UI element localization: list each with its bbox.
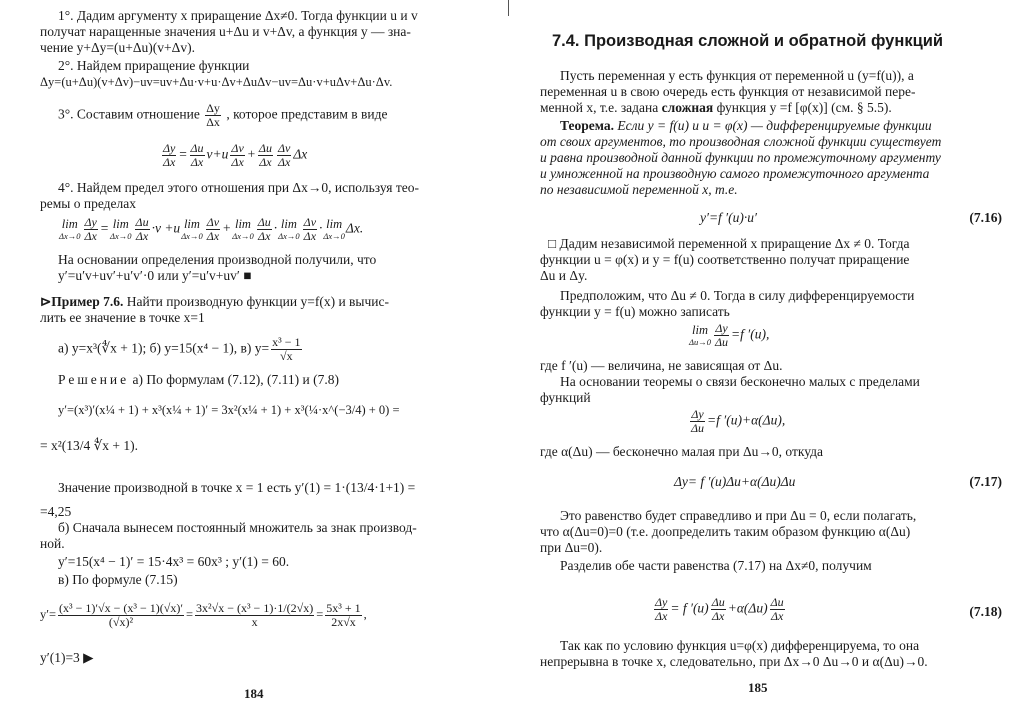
lim2-sub: Δx→0 <box>110 230 132 241</box>
alpha-frac <box>690 408 705 435</box>
divide-line: Разделив обе части равенства (7.17) на Δx≠0, получим <box>560 558 872 573</box>
basis-line2: функций <box>540 390 591 405</box>
example-line2: лить ее значение в точке x=1 <box>40 310 205 325</box>
intro3-post: функция y =f [φ(x)] (см. § 5.5). <box>713 100 892 115</box>
c-frac2 <box>195 602 314 629</box>
lf-num4: Δu <box>257 215 271 229</box>
lf-den1: Δx <box>84 229 97 243</box>
part-b-line2: ной. <box>40 536 65 551</box>
assume-line2: функции y = f(u) можно записать <box>540 304 730 319</box>
lf-vu: ·v +u <box>151 220 181 236</box>
e718-frac1 <box>654 596 668 623</box>
c-den3: 2x√x <box>331 615 356 629</box>
intro-line3 <box>540 100 892 116</box>
lf-last: Δx. <box>345 220 364 236</box>
p4-line3: На основании определения производной получили, что <box>58 252 377 267</box>
part-c-formula: y′= $\frac{\text{(x³ − 1)′√x − (x³ − 1)(√x)′}}{\text{(√x)²}}$ = $\frac{\text{3x²√x − (x³ − 1)·1/(2√x)}}{x}$ = $\frac{\text{5x³ + 1}}{2x√x}$ , <box>40 601 367 629</box>
lf-frac1 <box>84 216 98 243</box>
valid-line2: что α(Δu=0)=0 (т.е. доопределить таким образом функцию α(Δu) <box>540 524 911 539</box>
lim4-sub: Δx→0 <box>232 230 254 241</box>
theorem-line2: от своих аргументов, то производная сложной функции существует <box>540 134 942 149</box>
ef-plus: + <box>246 146 256 162</box>
lim6 <box>323 218 345 242</box>
ratio-frac <box>205 102 221 129</box>
cont-line2: непрерывна в точке x, следовательно, при Δx→0 Δu→0 и α(Δu)→0. <box>540 654 928 669</box>
lim5-sub: Δx→0 <box>278 230 300 241</box>
ef-frac1 <box>162 142 176 169</box>
task-c-num: x³ − 1 <box>272 335 301 349</box>
proof-line3: Δu и Δy. <box>540 268 588 283</box>
tasks-text: а) y=x³(∜x + 1); б) y=15(x⁴ − 1), в) y= <box>58 340 270 356</box>
lim5-word: lim <box>280 216 297 231</box>
ef-den5: Δx <box>277 155 291 169</box>
theorem-line4: и умноженной на производную самого промежуточного аргумента <box>540 166 930 181</box>
theorem-line1 <box>560 118 932 134</box>
e718-num3: Δu <box>770 595 784 609</box>
c-pre: y′= <box>40 607 57 622</box>
e718-den2: Δx <box>712 609 725 623</box>
alpha-rhs: =f ′(u)+α(Δu), <box>707 412 786 428</box>
ratio-num: Δy <box>206 101 220 115</box>
eq-718 <box>652 596 787 623</box>
proof-line2: функции u = φ(x) и y = f(u) соответственно получат приращение <box>540 252 910 267</box>
value-a: Значение производной в точке x = 1 есть y′(1) = 1·(13/4·1+1) = <box>58 480 416 495</box>
intro3-bold: сложная <box>661 100 714 115</box>
right-page-number: 185 <box>748 680 768 695</box>
example-tasks <box>58 336 304 363</box>
alpha-num: Δy <box>691 407 704 421</box>
lf-frac4 <box>257 216 272 243</box>
ef-num5: Δv <box>277 141 291 155</box>
c-den2: x <box>251 615 258 629</box>
lim-du <box>689 324 711 348</box>
p1-line3: чение y+Δy=(u+Δu)(v+Δv). <box>40 40 195 55</box>
lim4 <box>232 218 254 242</box>
intro3-pre: менной x, т.е. задана <box>540 100 662 115</box>
task-c-den: √x <box>280 349 293 363</box>
p2-line1: 2°. Найдем приращение функции <box>58 58 250 73</box>
c-den1: (√x)² <box>108 615 134 629</box>
lf-num5: Δv <box>303 215 317 229</box>
lf-frac3 <box>206 216 220 243</box>
e718-den3: Δx <box>770 609 784 623</box>
ef-den2: Δx <box>190 155 204 169</box>
alpha-where: где α(Δu) — бесконечно малая при Δu→0, откуда <box>540 444 823 459</box>
e718-plus: +α(Δu) <box>727 600 768 616</box>
solution-word: Решение <box>58 372 130 387</box>
alpha-formula <box>688 408 785 435</box>
lf-eq: = <box>99 220 110 236</box>
lf-dot1: · <box>273 220 278 236</box>
lf-num3: Δv <box>206 215 220 229</box>
e718-num1: Δy <box>655 595 668 609</box>
e718-mid: = f ′(u) <box>670 600 709 616</box>
lf-den3: Δx <box>206 229 220 243</box>
ef-frac4 <box>258 142 273 169</box>
lf-plus: + <box>222 220 232 236</box>
lf-frac5 <box>303 216 317 243</box>
lf-den5: Δx <box>303 229 317 243</box>
lim3-word: lim <box>183 216 200 231</box>
task-c-frac <box>271 336 301 363</box>
theorem-line5: по независимой переменной x, т.е. <box>540 182 738 197</box>
lim2-word: lim <box>112 216 129 231</box>
lim2 <box>110 218 132 242</box>
ef-den4: Δx <box>259 155 272 169</box>
part-b-eq: y′=15(x⁴ − 1)′ = 15·4x³ = 60x³ ; y′(1) = 60. <box>58 554 290 569</box>
ef-num3: Δv <box>231 141 244 155</box>
c-num2: 3x²√x − (x³ − 1)·1/(2√x) <box>196 601 314 615</box>
alpha-den: Δu <box>691 421 705 435</box>
part-c-end: y′(1)=3 ▶ <box>40 650 94 665</box>
p4-line4: y′=u′v+uv′+u′v′·0 или y′=u′v+uv′ ■ <box>58 268 252 283</box>
eq-716-number: (7.16) <box>969 210 1002 225</box>
lim3 <box>181 218 203 242</box>
lim1-sub: Δx→0 <box>59 230 81 241</box>
p3-post: , которое представим в виде <box>226 106 388 122</box>
p3-pre: 3°. Составим отношение <box>58 106 200 122</box>
lim6-sub: Δx→0 <box>323 230 345 241</box>
ldu-frac <box>714 322 729 349</box>
solution-eq2: = x²(13/4 ∜x + 1). <box>40 438 138 453</box>
theorem-word: Теорема. <box>560 118 614 133</box>
part-b-line1: б) Сначала вынесем постоянный множитель за знак производ- <box>58 520 417 535</box>
lim-du-sub: Δu→0 <box>689 336 711 347</box>
e718-frac2 <box>711 596 726 623</box>
lim4-word: lim <box>234 216 251 231</box>
ef-dx: Δx <box>293 146 308 162</box>
limit-formula <box>58 216 363 243</box>
c-num1: (x³ − 1)′√x − (x³ − 1)(√x)′ <box>59 601 183 615</box>
e718-den1: Δx <box>655 609 668 623</box>
ef-den3: Δx <box>231 155 244 169</box>
p4-line2: ремы о пределах <box>40 196 136 211</box>
valid-line1: Это равенство будет справедливо и при Δu = 0, если полагать, <box>560 508 917 523</box>
assume-line1: Предположим, что Δu ≠ 0. Тогда в силу дифференцируемости <box>560 288 915 303</box>
lim5 <box>278 218 300 242</box>
intro-line1: Пусть переменная y есть функция от переменной u (y=f(u)), а <box>560 68 914 83</box>
lim1 <box>59 218 81 242</box>
ef-frac5 <box>277 142 291 169</box>
lf-frac2 <box>135 216 150 243</box>
where-line: где f ′(u) — величина, не зависящая от Δu. <box>540 358 783 373</box>
ef-num1: Δy <box>163 141 176 155</box>
lim3-sub: Δx→0 <box>181 230 203 241</box>
example-title: ⊳Пример 7.6. <box>40 294 124 309</box>
ef-num4: Δu <box>258 141 272 155</box>
eq-718-number: (7.18) <box>969 604 1002 619</box>
eq-716: y′=f ′(u)·u′ <box>700 210 757 225</box>
theorem-text1: Если y = f(u) и u = φ(x) — дифференцируемые функции <box>613 118 932 133</box>
solution-header <box>58 372 339 388</box>
intro-line2: переменная u в свою очередь есть функция от независимой пере- <box>540 84 916 99</box>
cont-line1: Так как по условию функция u=φ(x) дифференцируема, то она <box>560 638 920 653</box>
ef-den1: Δx <box>163 155 176 169</box>
lim-du-word: lim <box>692 322 708 337</box>
ratio-den: Δx <box>206 115 220 129</box>
basis-line1: На основании теоремы о связи бесконечно малых с пределами <box>560 374 920 389</box>
ldu-den: Δu <box>715 335 729 349</box>
ldu-num: Δy <box>715 321 728 335</box>
lf-den2: Δx <box>135 229 149 243</box>
example-header <box>40 294 389 310</box>
eq-717-number: (7.17) <box>969 474 1002 489</box>
proof-line1: □ Дадим независимой переменной x приращение Δx ≠ 0. Тогда <box>548 236 910 251</box>
ef-vu: v+u <box>206 146 229 162</box>
right-page <box>512 0 1024 724</box>
e718-frac3 <box>770 596 785 623</box>
lf-dot2: · <box>319 220 323 236</box>
lf-num2: Δu <box>135 215 149 229</box>
solution-eq1: y′=(x³)′(x¼ + 1) + x³(x¼ + 1)′ = 3x²(x¼ + 1) + x³(¼·x^(−3/4) + 0) = <box>58 403 400 417</box>
left-page-number: 184 <box>244 686 264 701</box>
lim6-word: lim <box>326 216 343 231</box>
p1-line2: получат наращенные значения u+Δu и v+Δv, а функция y — зна- <box>40 24 411 39</box>
value-a2: =4,25 <box>40 504 72 519</box>
lim1-word: lim <box>61 216 78 231</box>
expansion-formula: $\frac{\Delta y}{\Delta x}$ = $\frac{\Delta u}{\Delta x}$ v+u $\frac{\Delta v}{\Delta x}$ + $\frac{\Delta u}{\Delta x}$ $\frac{\Delta v}{\Delta x}$ Δx <box>163 141 308 169</box>
eq-717: Δy= f ′(u)Δu+α(Δu)Δu <box>674 474 796 489</box>
example-text: Найти производную функции y=f(x) и вычис- <box>123 294 390 309</box>
ef-num2: Δu <box>190 141 204 155</box>
valid-line3: при Δu=0). <box>540 540 603 555</box>
ldu-rhs: =f ′(u), <box>731 326 770 342</box>
solution-text: а) По формулам (7.12), (7.11) и (7.8) <box>129 372 339 387</box>
lf-num1: Δy <box>84 215 97 229</box>
section-title: 7.4. Производная сложной и обратной функций <box>552 32 944 50</box>
ef-frac2 <box>190 142 205 169</box>
c-frac1 <box>58 602 184 629</box>
ef-frac3 <box>230 142 244 169</box>
p3-line <box>58 102 387 129</box>
c-frac3 <box>325 602 361 629</box>
e718-num2: Δu <box>711 595 725 609</box>
lf-den4: Δx <box>258 229 271 243</box>
c-num3: 5x³ + 1 <box>326 601 361 615</box>
part-c: в) По формуле (7.15) <box>58 572 178 587</box>
theorem-line3: и равна производной данной функции по промежуточному аргументу <box>540 150 941 165</box>
p4-line1: 4°. Найдем предел этого отношения при Δx→0, используя тео- <box>58 180 419 195</box>
p2-line2: Δy=(u+Δu)(v+Δv)−uv=uv+Δu·v+u·Δv+ΔuΔv−uv=Δu·v+uΔv+Δu·Δv. <box>40 75 393 89</box>
lim-du-formula <box>688 322 769 349</box>
p1-line1: 1°. Дадим аргументу x приращение Δx≠0. Тогда функции u и v <box>58 8 418 23</box>
